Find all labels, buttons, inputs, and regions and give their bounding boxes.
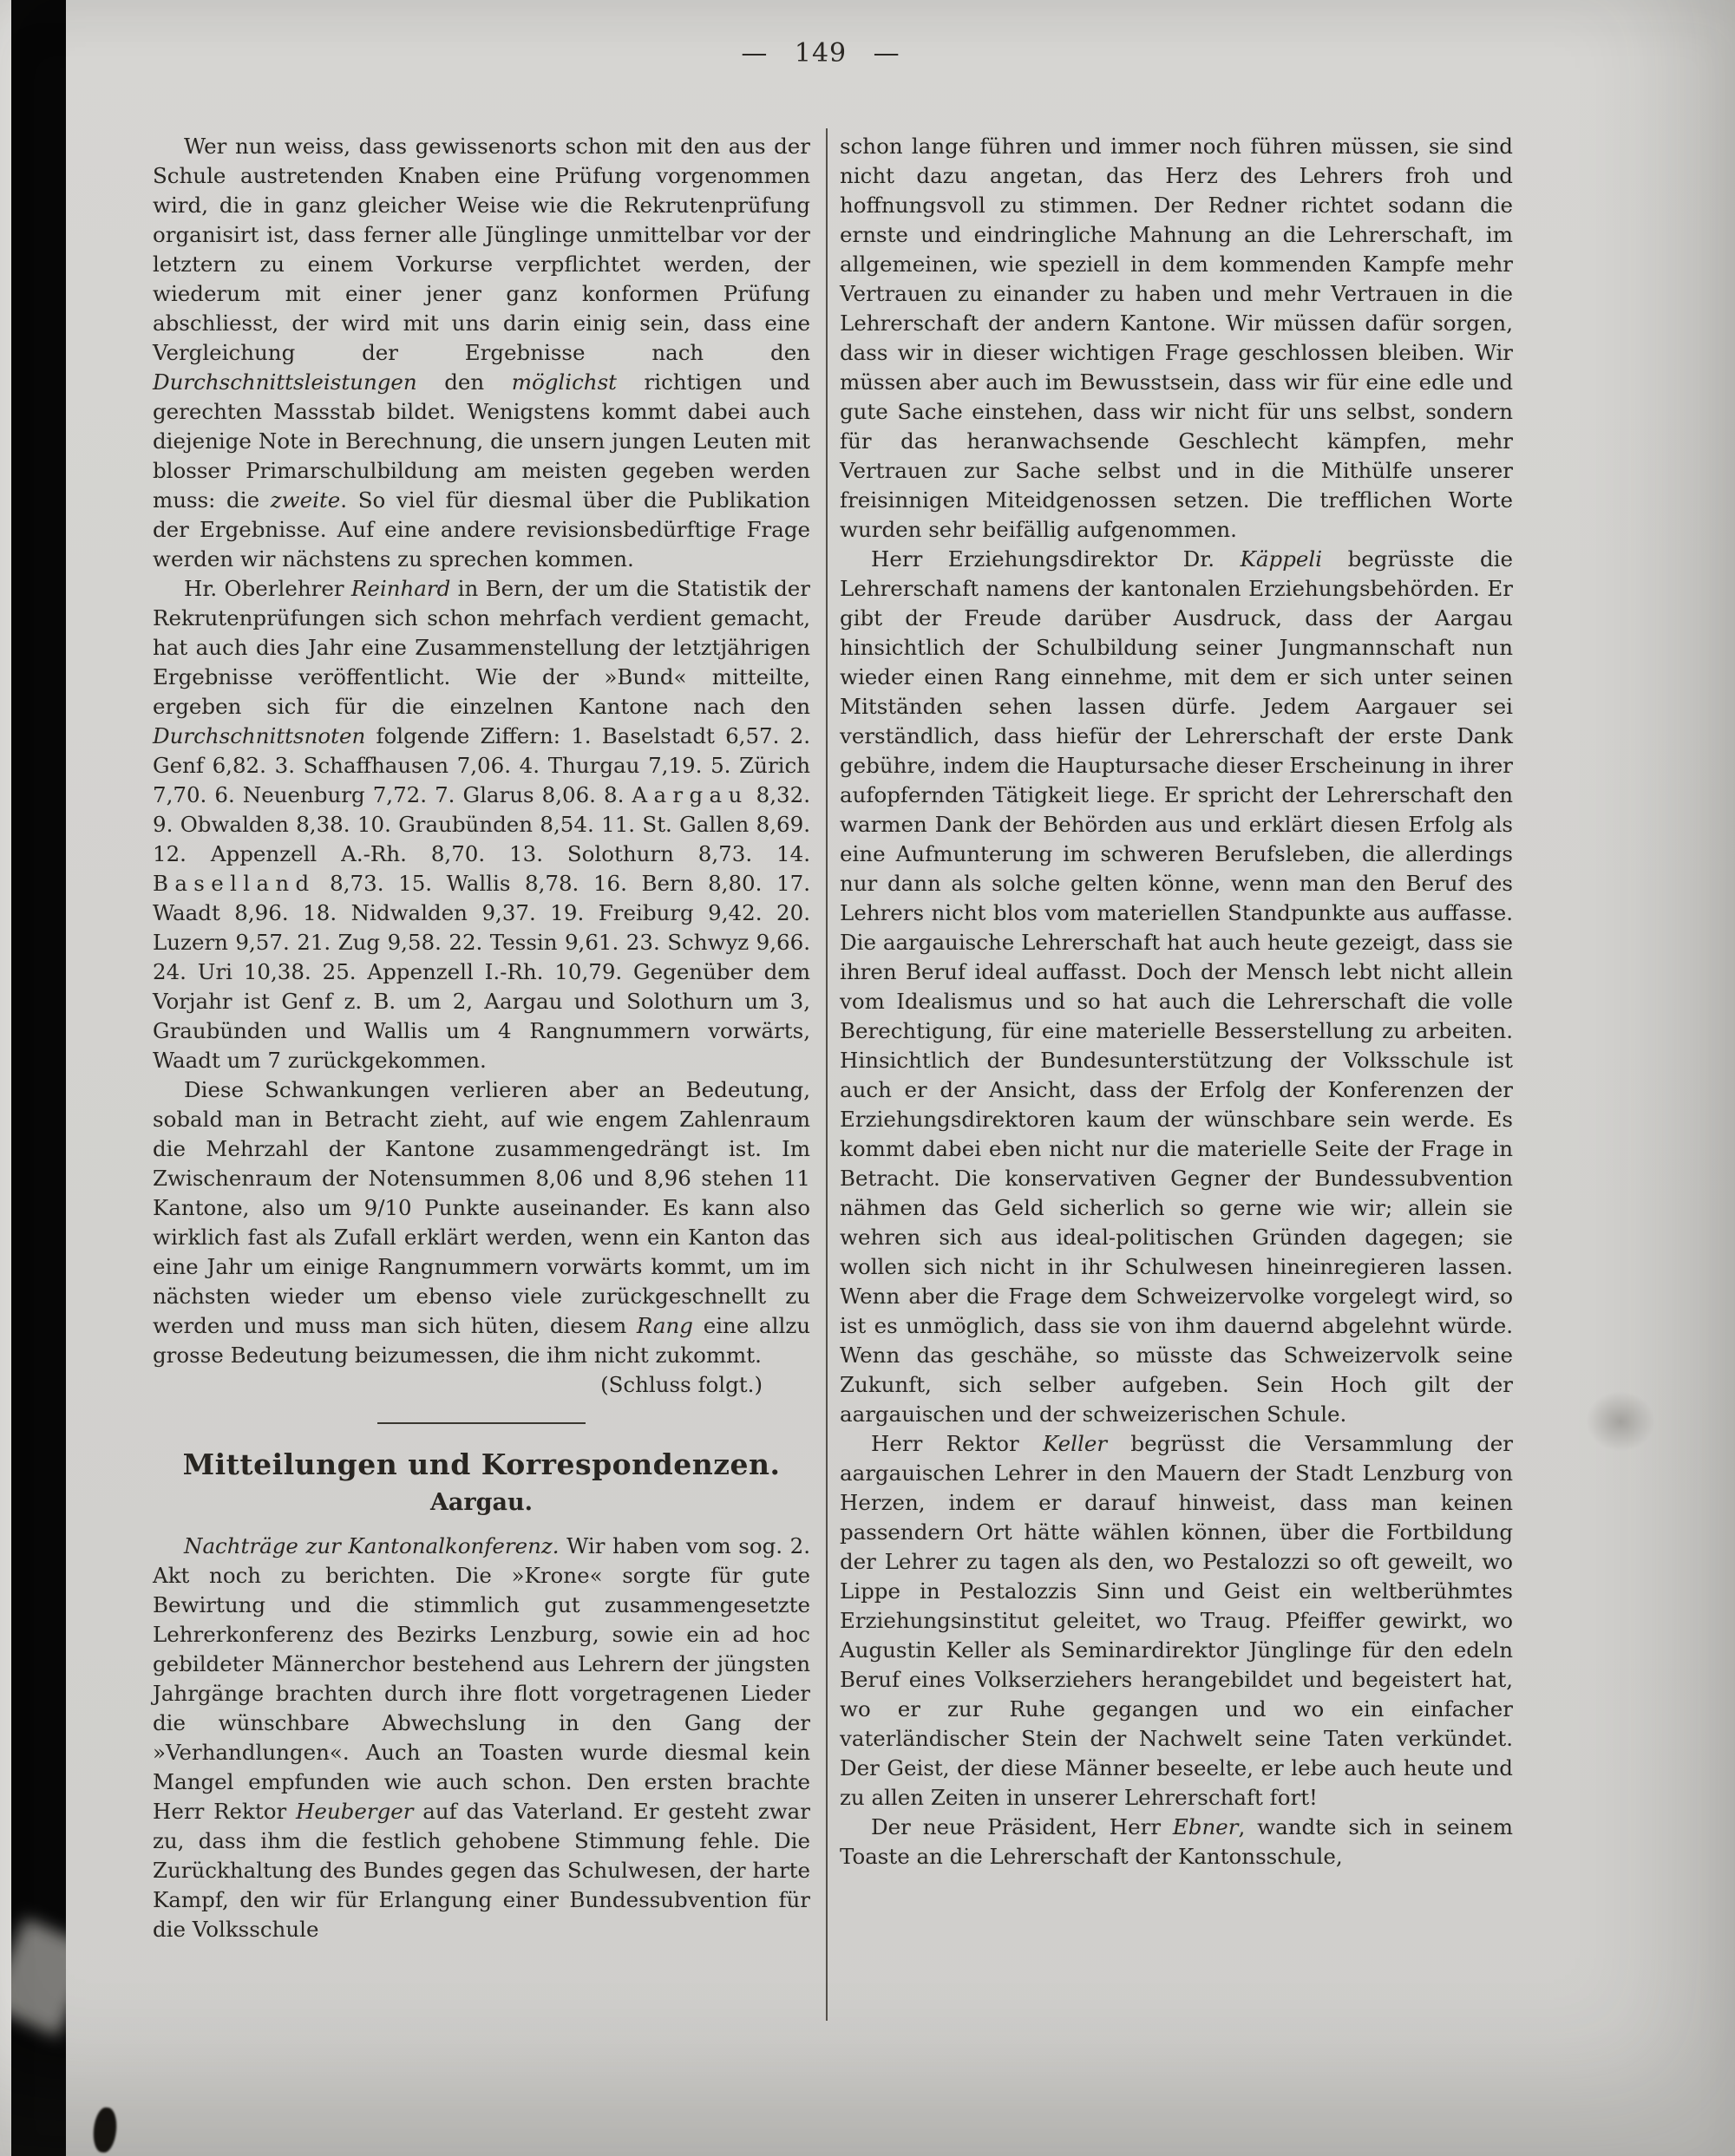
text-run: . So viel für diesmal über die Publikation der Ergebnisse. Auf eine andere revisionsbedürftige Frage werden wir nächstens zu sprechen kommen. [153,487,810,572]
text-run: eine allzu grosse Bedeutung beizumessen, die ihm nicht zukommt. [153,1313,811,1368]
left-column [153,132,810,1944]
letterspaced-text: Aargau [632,782,749,807]
right-column [840,132,1513,1872]
text-run: Der neue Präsident, Herr [871,1814,1173,1839]
emphasized-text: Ebner [1172,1814,1239,1839]
paragraph [840,545,1513,1429]
paragraph [840,132,1513,545]
emphasized-text: Rang [636,1313,693,1338]
emphasized-text: Heuberger [296,1799,414,1824]
text-run: 8,32. 9. Obwalden 8,38. 10. Graubünden 8,54. 11. St. Gallen 8,69. 12. Appenzell A.-Rh. 8,70. 13. Solothurn 8,73. 14. [153,782,810,866]
emphasized-text: Nachträge zur Kantonalkonferenz. [184,1533,560,1558]
letterspaced-text: Baselland [153,871,316,896]
emphasized-text: zweite [270,487,341,513]
text-run: Herr Erziehungsdirektor Dr. [871,546,1241,572]
paragraph [840,1813,1513,1872]
scan-smudge [1586,1391,1655,1452]
text-run: , wandte sich in seinem Toaste an die Lehrerschaft der Kantonsschule, [840,1814,1514,1869]
page-number: — 149 — [741,38,900,69]
paragraph [840,1429,1513,1813]
scan-edge-margin [0,0,11,2156]
text-run: den [416,369,512,395]
section-divider [377,1422,586,1424]
text-run: auf das Vaterland. Er gesteht zwar zu, dass ihm die festlich gehobene Stimmung fehle. Die Zurückhaltung des Bundes gegen das Schulwesen, der harte Kampf, den wir für Erlangung einer Bundessubvention für die Volksschule [153,1799,810,1942]
text-run: begrüsst die Versammlung der aargauischen Lehrer in den Mauern der Stadt Lenzburg von Herzen, indem er darauf hinweist, dass man keinen passendern Ort hätte wählen können, über die Fortbildung der Lehrer zu tagen als den, wo Pestalozzi so oft geweilt, wo Lippe in Pestalozzis Sinn und Geist ein weltberühmtes Erziehungsinstitut geleitet, wo Traug. Pfeiffer gewirkt, wo Augustin Keller als Seminardirektor Jünglinge für den edeln Beruf eines Volkserziehers herangebildet und begeistert hat, wo er zur Ruhe gegangen und wo ein einfacher vaterländischer Stein der Nachwelt seine Taten verkündet. Der Geist, der diese Männer beseelte, er lebe auch heute und zu allen Zeiten in unserer Lehrerschaft fort! [840,1431,1513,1810]
scan-ink-mark [91,2107,118,2153]
emphasized-text: Durchschnittsleistungen [153,369,417,395]
text-run: begrüsste die Lehrerschaft namens der kantonalen Erziehungsbehörden. Er gibt der Freude darüber Ausdruck, dass der Aargau hinsichtlich der Schulbildung seiner Jungmannschaft nun wieder einen Rang einnehme, mit dem er sich unter seinen Mitständen sehen lassen dürfe. Jedem Aargauer sei verständlich, dass hiefür der Lehrerschaft der erste Dank gebühre, indem die Hauptursache dieser Erscheinung in ihrer aufopfernden Tätigkeit liege. Er spricht der Lehrerschaft den warmen Dank der Behörden aus und erklärt diesen Erfolg als eine Aufmunterung im schweren Berufsleben, die allerdings nur dann als solche gelten könne, wenn man den Beruf des Lehrers nicht blos vom materiellen Standpunkte aus auffasse. Die aargauische Lehrerschaft hat auch heute gezeigt, dass sie ihren Beruf ideal auffasst. Doch der Mensch lebt nicht allein vom Idealismus und so hat auch die Lehrerschaft die volle Berechtigung, für eine materielle Besserstellung zu arbeiten. Hinsichtlich der Bundesunterstützung der Volksschule ist auch er der Ansicht, dass der Erfolg der Konferenzen der Erziehungsdirektoren kaum der wünschbare sein werde. Es kommt dabei eben nicht nur die materielle Seite der Frage in Betracht. Die konservativen Gegner der Bundessubvention nähmen das Geld sicherlich so gerne wie wir; allein sie wehren sich aus ideal-politischen Gründen dagegen; sie wollen sich nicht in ihr Schulwesen hineinregieren lassen. Wenn aber die Frage dem Schweizervolke vorgelegt wird, so ist es unmöglich, dass sie von ihm dauernd abgelehnt würde. Wenn das geschähe, so müsste das Schweizervolk seine Zukunft, sich selber aufgeben. Sein Hoch gilt der aargauischen und der schweizerischen Schule. [840,546,1513,1427]
text-run: in Bern, der um die Statistik der Rekrutenprüfungen sich schon mehrfach verdient gemacht, hat auch dies Jahr eine Zusammenstellung der letztjährigen Ergebnisse veröffentlicht. Wie der »Bund« mitteilte, ergeben sich für die einzelnen Kantone nach den [153,576,811,719]
paragraph [153,132,810,574]
emphasized-text: Keller [1043,1431,1108,1456]
paragraph [153,574,810,1075]
text-run: Wir haben vom sog. 2. Akt noch zu berichten. Die »Krone« sorgte für gute Bewirtung und die stimmlich gut zusammengesetzte Lehrerkonferenz des Bezirks Lenzburg, sowie ein ad hoc gebildeter Männerchor bestehend aus Lehrern der jüngsten Jahrgänge brachten durch ihre flott vorgetragenen Lieder die wünschbare Abwechslung in den Gang der »Verhandlungen«. Auch an Toasten wurde diesmal kein Mangel empfunden wie auch schon. Den ersten brachte Herr Rektor [153,1533,811,1824]
paragraph [153,1532,810,1944]
scan-light-streak [11,1918,66,2036]
text-run: (Schluss folgt.) [600,1372,763,1397]
text-run: Aargau. [429,1489,534,1516]
text-run: schon lange führen und immer noch führen müssen, sie sind nicht dazu angetan, das Herz des Lehrers froh und hoffnungsvoll zu stimmen. Der Redner richtet sodann die ernste und eindringliche Mahnung an die Lehrerschaft, im allgemeinen, wie speziell in dem kommenden Kampfe mehr Vertrauen zu einander zu haben und mehr Vertrauen in die Lehrerschaft der andern Kantone. Wir müssen dafür sorgen, dass wir in dieser wichtigen Frage geschlossen bleiben. Wir müssen aber auch im Bewusstsein, dass wir für eine edle und gute Sache einstehen, dass wir nicht für uns selbst, sondern für das heranwachsende Geschlecht kämpfen, mehr Vertrauen zur Sache selbst und in die Mithülfe unserer freisinnigen Miteidgenossen setzen. Die trefflichen Worte wurden sehr beifällig aufgenommen. [840,134,1513,542]
text-run: Wer nun weiss, dass gewissenorts schon mit den aus der Schule austretenden Knaben eine Prüfung vorgenommen wird, die in ganz gleicher Weise wie die Rekrutenprüfung organisirt ist, dass ferner alle Jünglinge unmittelbar vor der letztern zu einem Vorkurse verpflichtet werden, der wiederum mit einer jener ganz konformen Prüfung abschliesst, der wird mit uns darin einig sein, dass eine Vergleichung der Ergebnisse nach den [153,134,810,365]
column-divider [826,128,828,2021]
text-run: Hr. Oberlehrer [184,576,351,601]
section-heading [153,1447,810,1481]
text-run: Mitteilungen und Korrespondenzen. [182,1447,781,1481]
text-run: Diese Schwankungen verlieren aber an Bedeutung, sobald man in Betracht zieht, auf wie engem Zahlenraum die Mehrzahl der Kantone zusammengedrängt ist. Im Zwischenraum der Notensummen 8,06 und 8,96 stehen 11 Kantone, also um 9/10 Punkte auseinander. Es kann also wirklich fast als Zufall erklärt werden, wenn ein Kanton das eine Jahr um einige Rangnummern vorwärts kommt, um im nächsten wieder um ebenso viele zurückgeschnellt zu werden und muss man sich hüten, diesem [153,1077,810,1338]
closing-note [153,1370,810,1400]
text-run: 8,73. 15. Wallis 8,78. 16. Bern 8,80. 17. Waadt 8,96. 18. Nidwalden 9,37. 19. Freiburg 9,42. 20. Luzern 9,57. 21. Zug 9,58. 22. Tessin 9,61. 23. Schwyz 9,66. 24. Uri 10,38. 25. Appenzell I.-Rh. 10,79. Gegenüber dem Vorjahr ist Genf z. B. um 2, Aargau und Solothurn um 3, Graubünden und Wallis um 4 Rangnummern vorwärts, Waadt um 7 zurückgekommen. [153,871,810,1073]
scan-edge-binding [11,0,66,2156]
paragraph [153,1075,810,1370]
text-run: richtigen und gerechten Massstab bildet. Wenigstens kommt dabei auch diejenige Note in Berechnung, die unsern jungen Leuten mit blosser Primarschulbildung am meisten gegeben werden muss: die [153,369,810,513]
emphasized-text: Durchschnittsnoten [153,723,366,748]
text-run: folgende Ziffern: 1. Baselstadt 6,57. 2. Genf 6,82. 3. Schaffhausen 7,06. 4. Thurgau 7,19. 5. Zürich 7,70. 6. Neuenburg 7,72. 7. Glarus 8,06. 8. [153,723,810,807]
emphasized-text: Käppeli [1240,546,1323,572]
subsection-heading [153,1488,810,1518]
text-run: Herr Rektor [871,1431,1044,1456]
emphasized-text: Reinhard [350,576,451,601]
emphasized-text: möglichst [511,369,617,395]
